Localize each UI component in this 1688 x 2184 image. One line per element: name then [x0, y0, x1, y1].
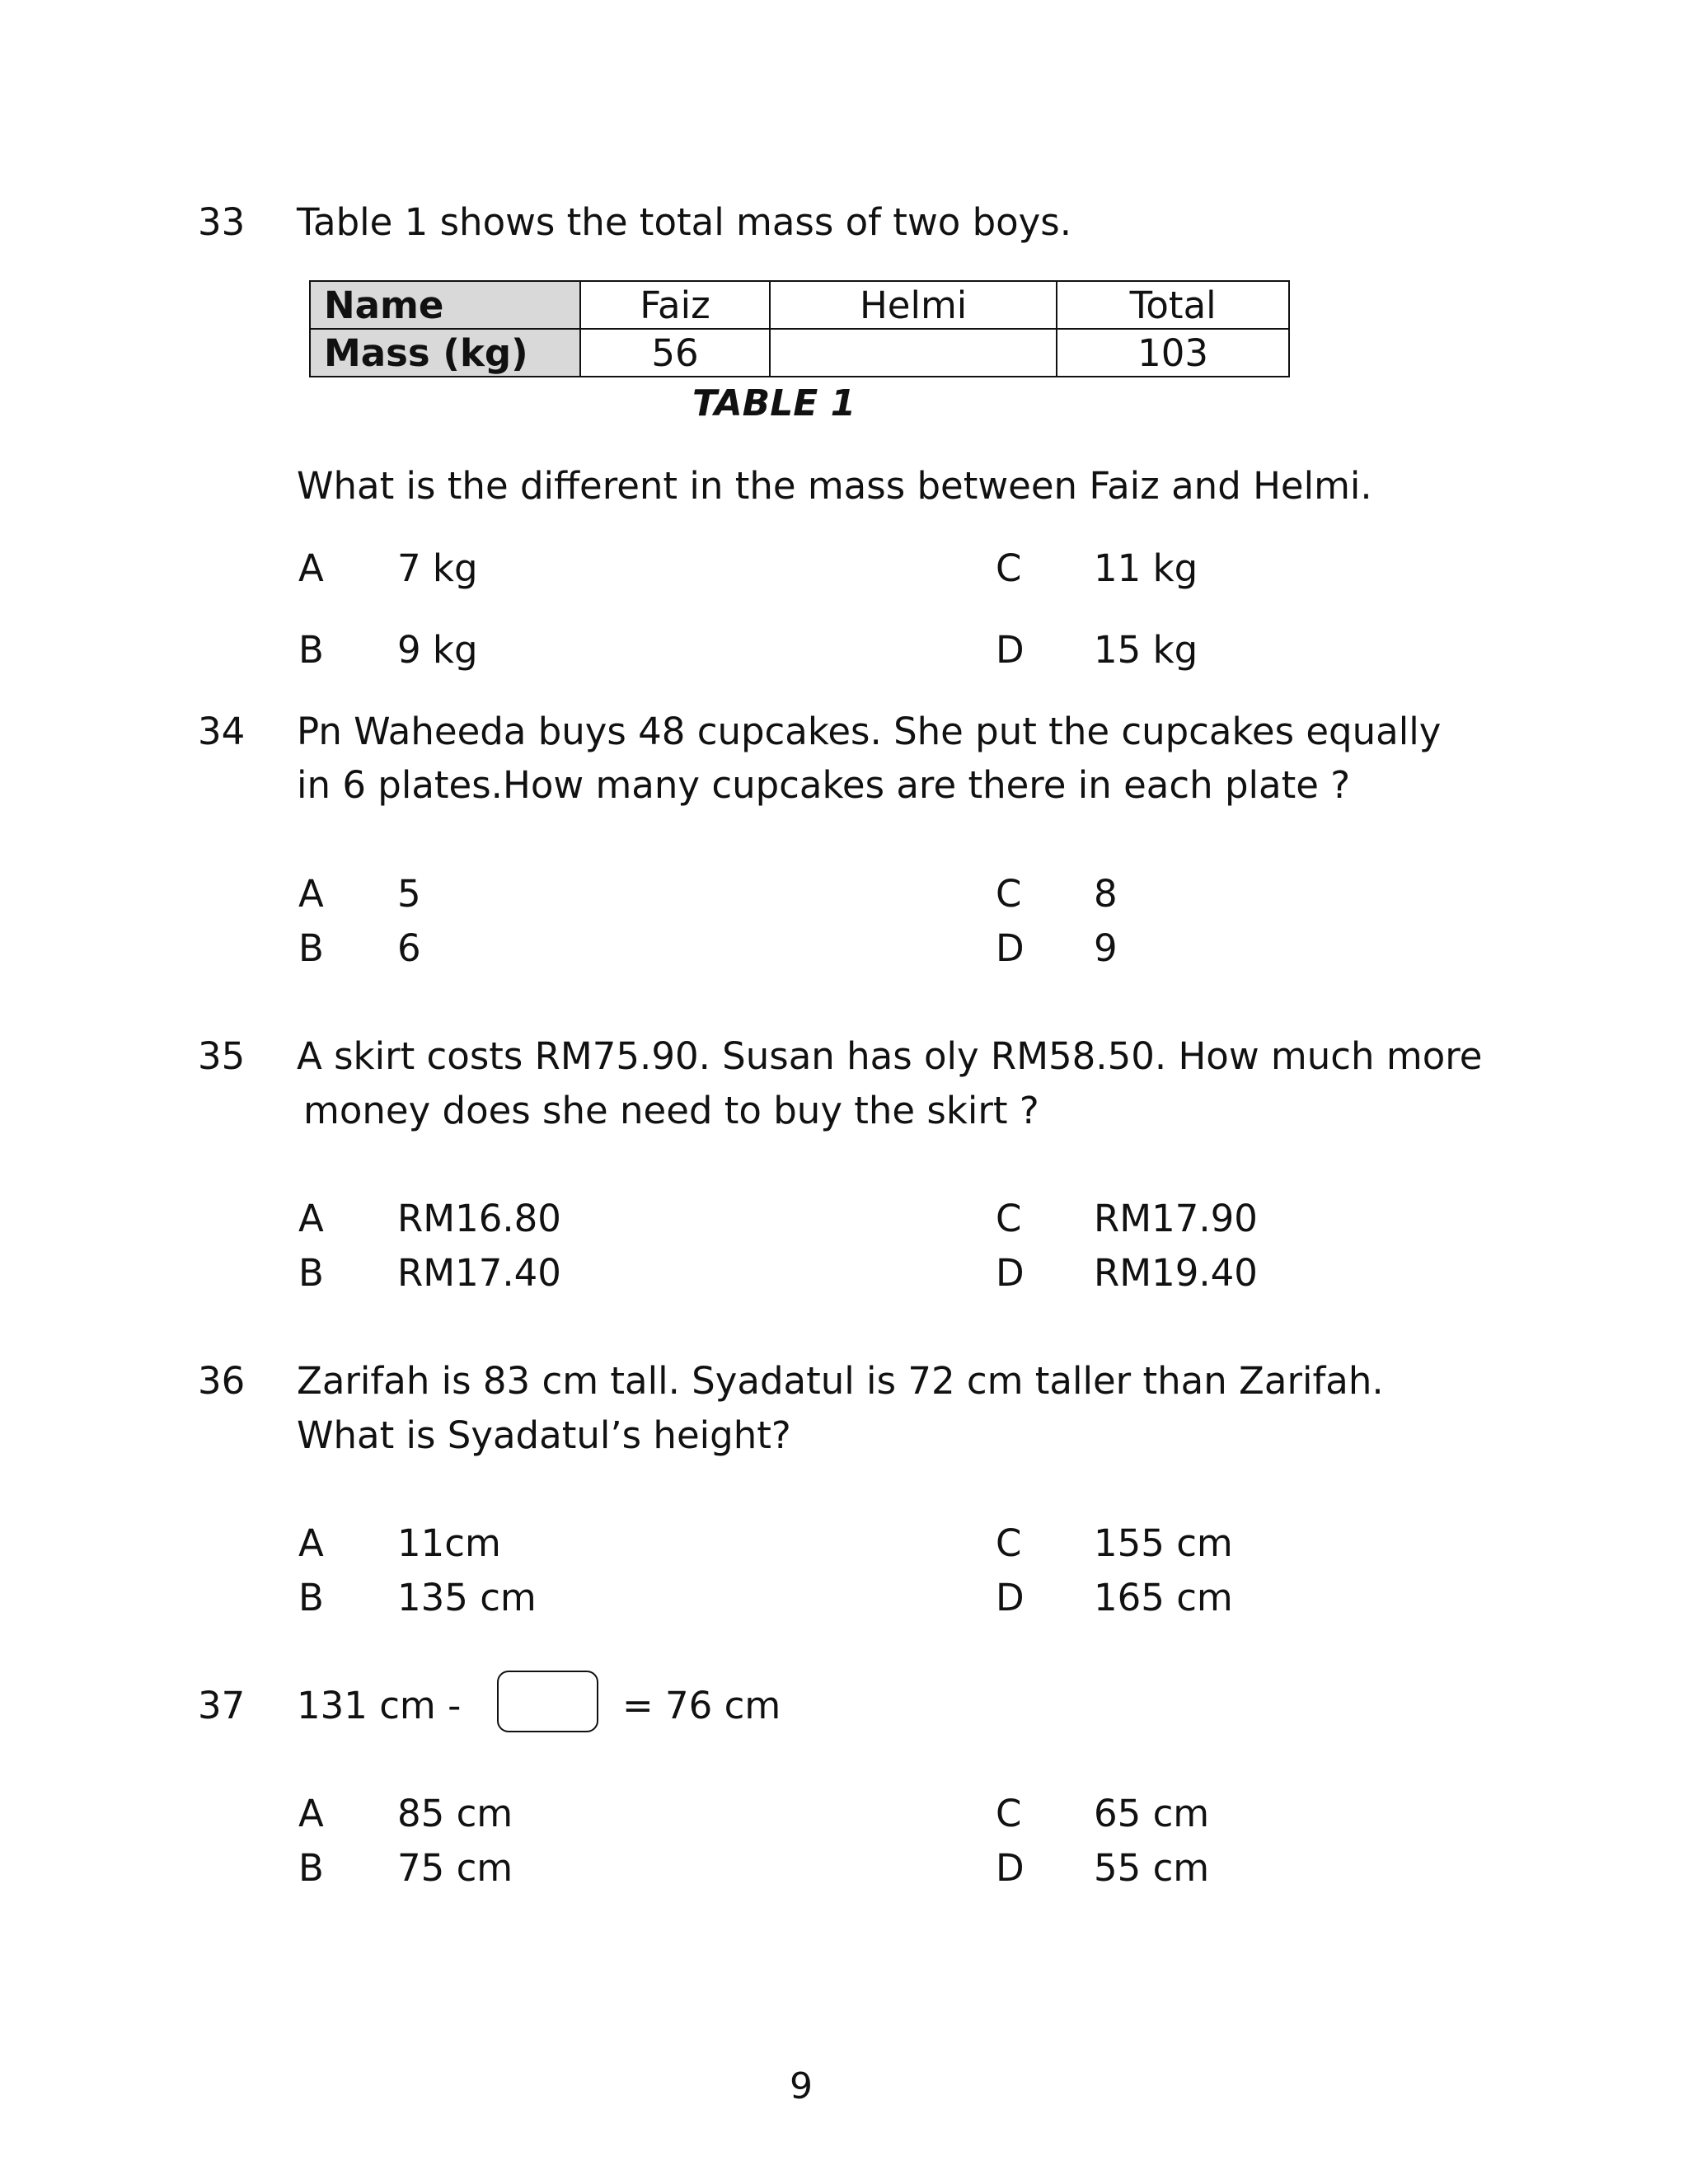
- answer-blank-box: [497, 1671, 598, 1732]
- option-c-letter: C: [996, 1197, 1022, 1240]
- question-34-line2: in 6 plates.How many cupcakes are there in each plate ?: [297, 763, 1351, 807]
- option-b-letter: B: [298, 628, 324, 672]
- option-b-letter: B: [298, 926, 324, 970]
- table-row-name: [310, 281, 1289, 329]
- option-c-value: 11 kg: [1094, 546, 1198, 590]
- question-number-34: 34: [198, 710, 246, 753]
- table-cell-total: Total: [1057, 281, 1289, 329]
- option-b-value: 9 kg: [397, 628, 478, 672]
- table-header-mass: Mass (kg): [310, 329, 580, 377]
- option-a-value: 11cm: [397, 1521, 501, 1565]
- option-b-letter: B: [298, 1576, 324, 1619]
- equation-left: 131 cm -: [297, 1684, 462, 1727]
- table-cell-total-mass: 103: [1057, 329, 1289, 377]
- option-d-letter: D: [996, 1251, 1025, 1295]
- table-cell-helmi: Helmi: [770, 281, 1057, 329]
- question-34-line1: Pn Waheeda buys 48 cupcakes. She put the cupcakes equally: [297, 710, 1442, 753]
- option-b-value: 135 cm: [397, 1576, 537, 1619]
- option-d-value: RM19.40: [1094, 1251, 1258, 1295]
- option-c-letter: C: [996, 546, 1022, 590]
- option-a-letter: A: [298, 1197, 324, 1240]
- option-b-letter: B: [298, 1251, 324, 1295]
- option-c-value: RM17.90: [1094, 1197, 1258, 1240]
- equation-right: = 76 cm: [622, 1684, 781, 1727]
- option-b-letter: B: [298, 1846, 324, 1890]
- option-c-letter: C: [996, 872, 1022, 916]
- question-36-line1: Zarifah is 83 cm tall. Syadatul is 72 cm taller than Zarifah.: [297, 1359, 1384, 1403]
- table-header-name: Name: [310, 281, 580, 329]
- option-c-letter: C: [996, 1521, 1022, 1565]
- option-b-value: 6: [397, 926, 421, 970]
- table-cell-faiz-mass: 56: [580, 329, 770, 377]
- question-number-35: 35: [198, 1034, 246, 1078]
- question-36-line2: What is Syadatul’s height?: [297, 1413, 791, 1457]
- option-d-letter: D: [996, 1576, 1025, 1619]
- question-35-line1: A skirt costs RM75.90. Susan has oly RM58.50. How much more: [297, 1034, 1483, 1078]
- option-a-letter: A: [298, 1521, 324, 1565]
- option-b-value: 75 cm: [397, 1846, 513, 1890]
- option-a-letter: A: [298, 546, 324, 590]
- option-a-letter: A: [298, 1792, 324, 1835]
- table-caption: TABLE 1: [692, 382, 856, 424]
- option-d-value: 55 cm: [1094, 1846, 1210, 1890]
- question-33-prompt: What is the different in the mass between Faiz and Helmi.: [297, 464, 1372, 508]
- question-35-line2: money does she need to buy the skirt ?: [303, 1089, 1039, 1132]
- option-a-value: RM16.80: [397, 1197, 561, 1240]
- option-c-letter: C: [996, 1792, 1022, 1835]
- table-row-mass: [310, 329, 1289, 377]
- question-33-text: Table 1 shows the total mass of two boys.: [297, 200, 1072, 244]
- mass-table: [309, 280, 1290, 377]
- option-c-value: 8: [1094, 872, 1118, 916]
- option-a-letter: A: [298, 872, 324, 916]
- question-number-37: 37: [198, 1684, 246, 1727]
- question-number-33: 33: [198, 200, 246, 244]
- option-d-letter: D: [996, 926, 1025, 970]
- table-cell-faiz: Faiz: [580, 281, 770, 329]
- option-c-value: 65 cm: [1094, 1792, 1210, 1835]
- option-b-value: RM17.40: [397, 1251, 561, 1295]
- option-d-value: 9: [1094, 926, 1118, 970]
- page-number: 9: [790, 2065, 813, 2107]
- option-d-letter: D: [996, 1846, 1025, 1890]
- option-d-letter: D: [996, 628, 1025, 672]
- question-number-36: 36: [198, 1359, 246, 1403]
- option-a-value: 5: [397, 872, 421, 916]
- option-c-value: 155 cm: [1094, 1521, 1233, 1565]
- table-cell-helmi-mass: [770, 329, 1057, 377]
- option-a-value: 85 cm: [397, 1792, 513, 1835]
- option-d-value: 15 kg: [1094, 628, 1198, 672]
- option-d-value: 165 cm: [1094, 1576, 1233, 1619]
- option-a-value: 7 kg: [397, 546, 478, 590]
